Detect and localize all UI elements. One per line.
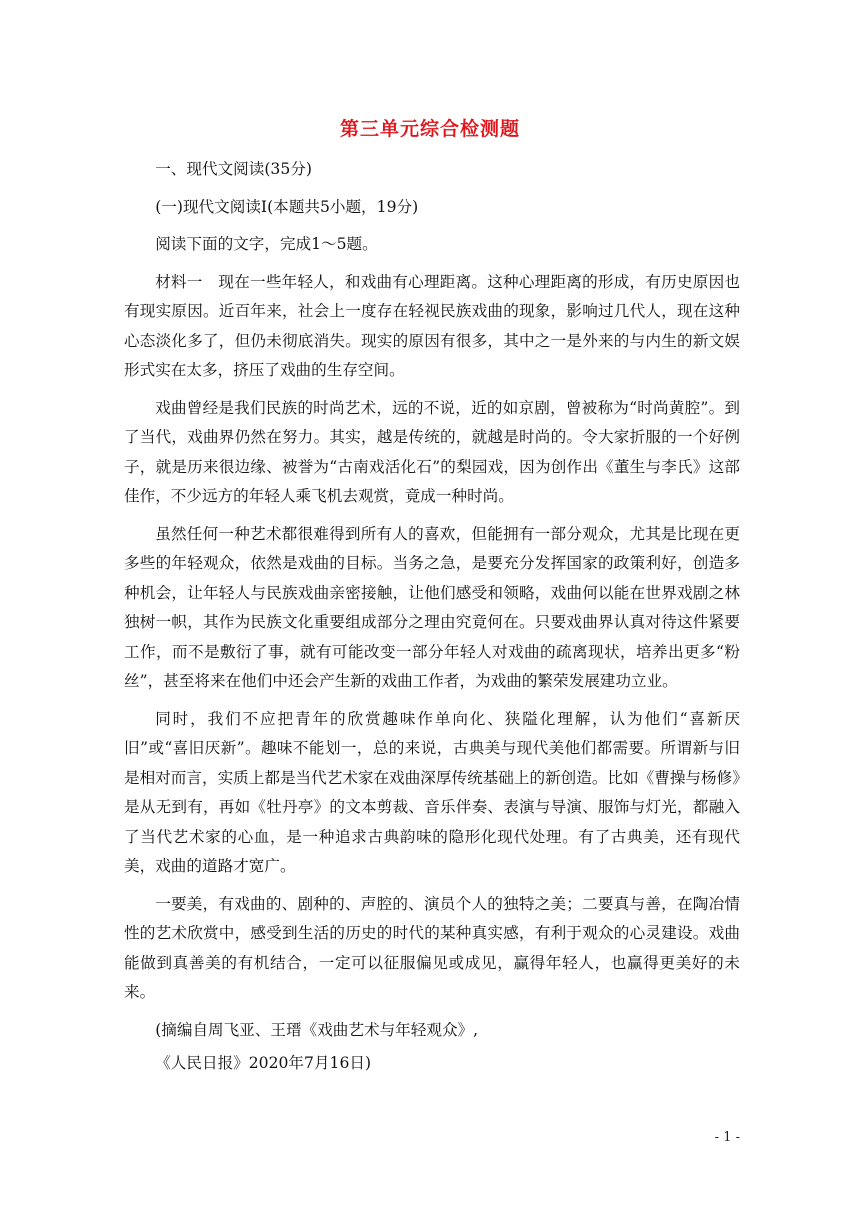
source-citation-line-1: (摘编自周飞亚、王瑨《戏曲艺术与年轻观众》, xyxy=(155,1020,479,1039)
paragraph-3: 虽然任何一种艺术都很难得到所有人的喜欢，但能拥有一部分观众，尤其是比现在更多些的年轻观众，依然是戏曲的目标。当务之急，是要充分发挥国家的政策利好，创造多种机会，让年轻人与民族戏曲亲密接触，让他们感受和领略，戏曲何以能在世界戏剧之林独树一帜，其作为民族文化重要组成部分之理由究竟何在。只要戏曲界认真对待这件紧要工作，而不是敷衍了事，就有可能改变一部分年轻人对戏曲的疏离现状，培养出更多“粉丝”，甚至将来在他们中还会产生新的戏曲工作者，为戏曲的繁荣发展建功立业。 xyxy=(124,524,740,690)
paragraph-5: 一要美，有戏曲的、剧种的、声腔的、演员个人的独特之美；二要真与善，在陶冶情性的艺术欣赏中，感受到生活的历史的时代的某种真实感，有利于观众的心灵建设。戏曲能做到真善美的有机结合，一定可以征服偏见或成见，赢得年轻人，也赢得更美好的未来。 xyxy=(124,894,740,1001)
section-heading: 一、现代文阅读(35分) xyxy=(155,160,312,178)
reading-instruction: 阅读下面的文字，完成1～5题。 xyxy=(155,235,378,253)
page-title: 第三单元综合检测题 xyxy=(339,118,520,140)
paragraph-4: 同时，我们不应把青年的欣赏趣味作单向化、狭隘化理解，认为他们“喜新厌旧”或“喜旧厌新”。趣味不能划一，总的来说，古典美与现代美他们都需要。所谓新与旧是相对而言，实质上都是当代艺术家在戏曲深厚传统基础上的新创造。比如《曹操与杨修》是从无到有，再如《牡丹亭》的文本剪裁、音乐伴奏、表演与导演、服饰与灯光，都融入了当代艺术家的心血，是一种追求古典韵味的隐形化现代处理。有了古典美，还有现代美，戏曲的道路才宽广。 xyxy=(124,709,740,875)
source-citation-line-2: 《人民日报》2020年7月16日) xyxy=(155,1054,372,1072)
paragraph-2: 戏曲曾经是我们民族的时尚艺术，远的不说，近的如京剧，曾被称为“时尚黄腔”。到了当代，戏曲界仍然在努力。其实，越是传统的，就越是时尚的。令大家折服的一个好例子，就是历来很边缘、被誉为“古南戏活化石”的梨园戏，因为创作出《董生与李氏》这部佳作，不少远方的年轻人乘飞机去观赏，竟成一种时尚。 xyxy=(124,398,740,505)
page-number: - 1 - xyxy=(714,1130,740,1145)
document-body xyxy=(124,155,740,1079)
paragraph-1: 材料一 现在一些年轻人，和戏曲有心理距离。这种心理距离的形成，有历史原因也有现实原因。近百年来，社会上一度存在轻视民族戏曲的现象，影响过几代人，现在这种心态淡化多了，但仍未彻底消失。现实的原因有很多，其中之一是外来的与内生的新文娱形式实在太多，挤压了戏曲的生存空间。 xyxy=(124,272,740,379)
subsection-heading: (一)现代文阅读Ⅰ(本题共5小题，19分) xyxy=(155,197,419,216)
